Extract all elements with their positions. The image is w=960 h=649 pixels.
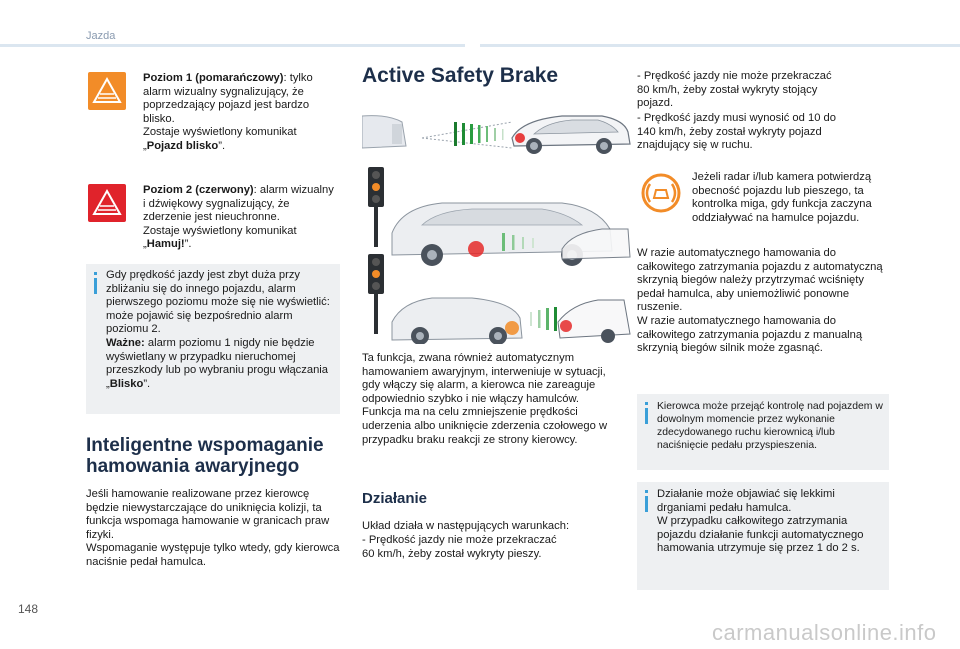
speed-note-important: Ważne:: [106, 336, 145, 349]
level2-title: Poziom 2 (czerwony): [143, 184, 254, 196]
radar-text: Jeżeli radar i/lub kamera potwierdzą obecność pojazdu lub pieszego, ta kontrolka miga, gdy funkcja zaczyna oddziaływać na hamulce pojazdu.: [692, 171, 872, 224]
level2-text: : alarm wizualny i dźwiękowy sygnalizujący, że zderzenie jest nieuchronne. Zostaje wyświetlony komunikat „: [143, 184, 334, 251]
info-icon: [645, 490, 648, 512]
conditions-intro: Układ działa w następujących warunkach:: [362, 520, 570, 532]
condition-pedestrian: - Prędkość jazdy nie może przekraczać 60 km/h, żeby został wykryty pieszy.: [362, 534, 557, 560]
left-heading: Inteligentne wspomaganie hamowania awaryjnego: [86, 435, 324, 477]
speed-note-end: ”.: [143, 377, 151, 390]
level2-description: [143, 184, 339, 252]
level1-title: Poziom 1 (pomarańczowy): [143, 72, 284, 84]
info-icon: [94, 272, 97, 294]
radar-warning-light-icon: [640, 172, 682, 214]
level1-text: : tylko alarm wizualny sygnalizujący, że poprzedzający pojazd jest bardzo blisko. Zostaje wyświetlony komunikat „: [143, 72, 313, 152]
active-safety-brake-heading: Active Safety Brake: [362, 64, 559, 87]
level1-end: ”.: [218, 139, 226, 152]
header-section-label: Jazda: [86, 30, 116, 42]
header-rule-left: [0, 44, 465, 47]
level2-message: Hamuj!: [146, 238, 185, 251]
level1-description: [143, 72, 339, 154]
driver-control-note-box: [637, 394, 889, 470]
active-safety-brake-body: Ta funkcja, zwana również automatycznym hamowaniem awaryjnym, interweniuje w sytuacji, gdy włączy się alarm, a kierowca nie zareaguje odpowiednio szybko i nie włączy hamulców. Funkcja ma na celu zmniejszenie prędkości uderzenia albo uniknięcie zderzenia czołowego w przypadku braku reakcji ze strony kierowcy.: [362, 352, 608, 446]
speed-note-text1: Gdy prędkość jazdy jest zbyt duża przy zbliżaniu się do innego pojazdu, alarm pierwszego poziomu może się nie wyświetlić: może pojawić się bezpośrednio alarm poziomu 2.: [106, 269, 330, 336]
page-number: 148: [18, 602, 39, 616]
condition-moving-vehicle: - Prędkość jazdy musi wynosić od 10 do 140 km/h, żeby został wykryty pojazd znajdujący się w ruchu.: [637, 112, 836, 152]
left-body-text: Jeśli hamowanie realizowane przez kierowcę będzie niewystarczające do uniknięcia kolizji, ta funkcja wspomaga hamowanie w granicach praw fizyki. Wspomaganie występuje tylko wtedy, gdy kierowca naciśnie pedał hamulca.: [86, 488, 340, 568]
red-warning-icon: [88, 184, 126, 222]
condition-stopped-vehicle: - Prędkość jazdy nie może przekraczać 80 km/h, żeby został wykryty stojący pojazd.: [637, 70, 832, 110]
info-icon: [645, 402, 648, 424]
moving-vehicle-illustration: [362, 252, 632, 344]
automatic-braking-text: W razie automatycznego hamowania do całkowitego zatrzymania pojazdu z automatyczną skrzynią biegów należy przytrzymać wciśnięty pedał hamulca, aby uniemożliwić ponowne ruszenie. W razie automatycznego hamowania do całkowitego zatrzymania pojazdu z manualną skrzynią biegów silnik może zgasnąć.: [637, 247, 883, 355]
speed-note-text2: alarm poziomu 1 nigdy nie będzie wyświetlany w przypadku nieruchomej przeszkody lub po wybraniu progu włączania „: [106, 336, 329, 390]
operation-heading: Działanie: [362, 490, 428, 507]
level2-end: ”.: [184, 238, 192, 251]
pedestrian-detection-illustration: [362, 98, 632, 160]
speed-note-text: [106, 269, 336, 391]
header-rule-right: [480, 44, 960, 47]
level1-message: Pojazd blisko: [146, 139, 219, 152]
brake-vibration-note-text: Działanie może objawiać się lekkimi drganiami pedału hamulca. W przypadku całkowitego zatrzymania pojazdu działanie funkcji automatycznego hamowania utrzymuje się przez 1 do 2 s.: [657, 488, 864, 555]
brake-vibration-note-box: [637, 482, 889, 590]
speed-note-message: Blisko: [109, 377, 144, 390]
orange-warning-icon: [88, 72, 126, 110]
speed-note-box: [86, 264, 340, 414]
driver-control-note-text: Kierowca może przejąć kontrolę nad pojazdem w dowolnym momencie przez wykonanie zdecydowanego ruchu kierownicą i/lub naciśnięcie pedału przyspieszenia.: [657, 401, 883, 451]
watermark: carmanualsonline.info: [712, 620, 937, 645]
